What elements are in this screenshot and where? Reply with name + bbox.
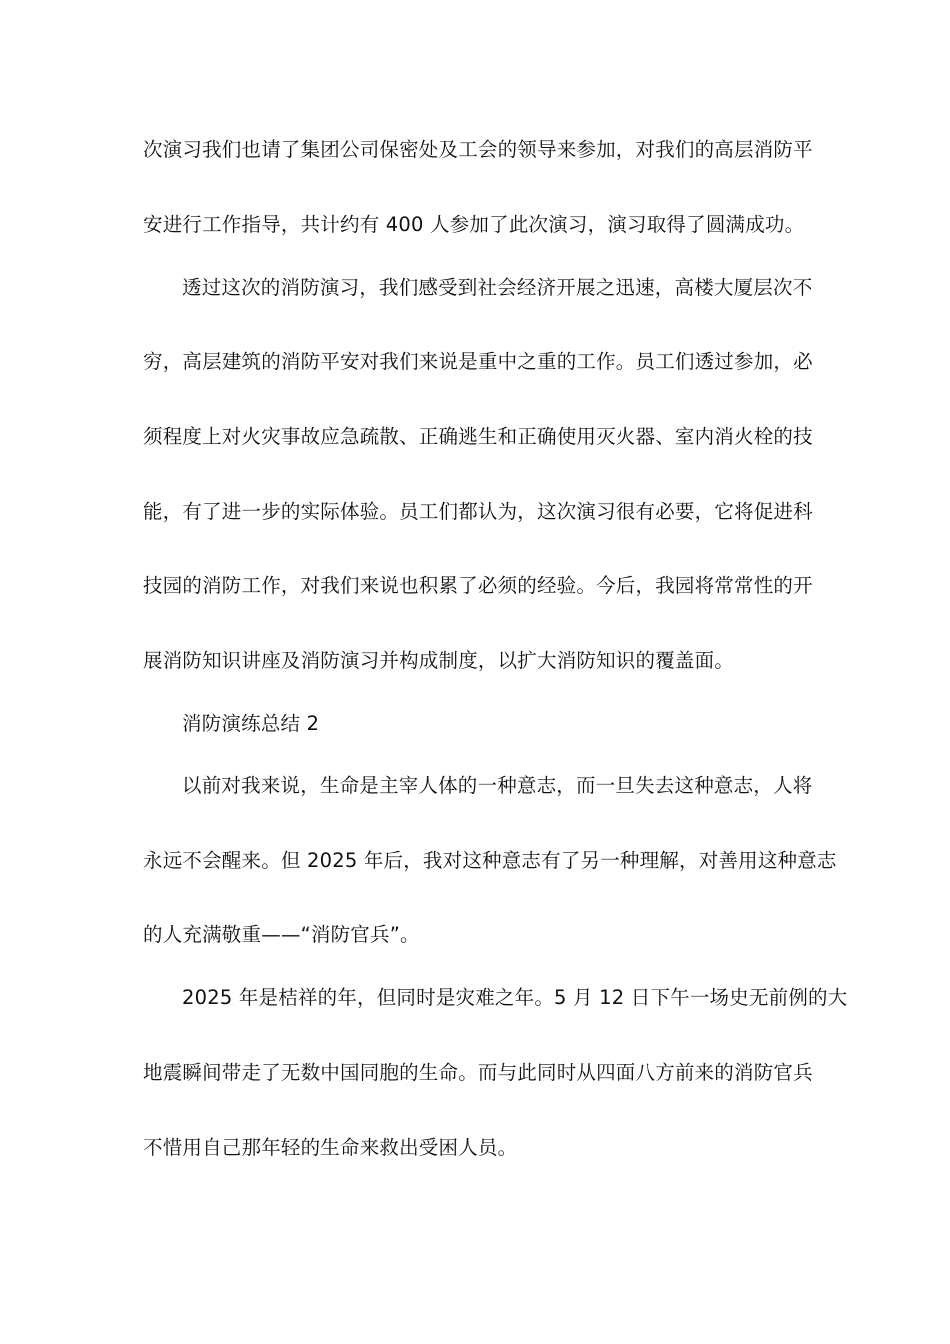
paragraph-line: 不惜用自己那年轻的生命来救出受困人员。 xyxy=(143,1136,518,1159)
section-heading: 消防演练总结 2 xyxy=(182,712,320,735)
paragraph-line: 永远不会醒来。但 2025 年后，我对这种意志有了另一种理解，对善用这种意志 xyxy=(143,849,837,872)
paragraph-line: 技园的消防工作，对我们来说也积累了必须的经验。今后，我园将常常性的开 xyxy=(143,574,813,597)
paragraph-line: 透过这次的消防演习，我们感受到社会经济开展之迅速，高楼大厦层次不 xyxy=(182,276,813,299)
paragraph-line: 的人充满敬重——“消防官兵”。 xyxy=(143,923,420,946)
paragraph-line: 穷，高层建筑的消防平安对我们来说是重中之重的工作。员工们透过参加，必 xyxy=(143,350,813,373)
paragraph-line: 须程度上对火灾事故应急疏散、正确逃生和正确使用灭火器、室内消火栓的技 xyxy=(143,425,813,448)
paragraph-line: 次演习我们也请了集团公司保密处及工会的领导来参加，对我们的高层消防平 xyxy=(143,138,813,161)
paragraph-line: 安进行工作指导，共计约有 400 人参加了此次演习，演习取得了圆满成功。 xyxy=(143,213,805,236)
paragraph-line: 展消防知识讲座及消防演习并构成制度，以扩大消防知识的覆盖面。 xyxy=(143,649,735,672)
paragraph-line: 2025 年是桔祥的年，但同时是灾难之年。5 月 12 日下午一场史无前例的大 xyxy=(182,986,848,1009)
paragraph-line: 地震瞬间带走了无数中国同胞的生命。而与此同时从四面八方前来的消防官兵 xyxy=(143,1061,813,1084)
paragraph-line: 以前对我来说，生命是主宰人体的一种意志，而一旦失去这种意志，人将 xyxy=(182,774,813,797)
paragraph-line: 能，有了进一步的实际体验。员工们都认为，这次演习很有必要，它将促进科 xyxy=(143,500,813,523)
